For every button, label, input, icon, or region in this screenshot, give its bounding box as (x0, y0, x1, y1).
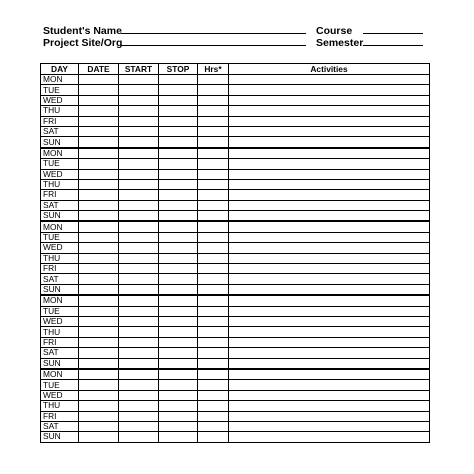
activities-cell[interactable] (229, 211, 430, 222)
date-cell[interactable] (79, 190, 119, 200)
stop-cell[interactable] (159, 337, 198, 347)
table-row (41, 348, 430, 358)
table-row (41, 253, 430, 263)
day-cell: FRI (41, 337, 79, 347)
table-row (41, 106, 430, 116)
date-cell[interactable] (79, 264, 119, 274)
column-header-start: START (119, 64, 159, 75)
table-row (41, 126, 430, 136)
day-cell: FRI (41, 411, 79, 421)
table-row (41, 116, 430, 126)
table-row (41, 274, 430, 284)
day-cell: SUN (41, 211, 79, 222)
day-cell: MON (41, 221, 79, 232)
start-cell[interactable] (119, 95, 159, 105)
stop-cell[interactable] (159, 126, 198, 136)
hours-cell[interactable] (198, 432, 229, 442)
table-row (41, 358, 430, 369)
table-row (41, 316, 430, 326)
table-row (41, 190, 430, 200)
table-row (41, 179, 430, 189)
activities-cell[interactable] (229, 380, 430, 390)
activities-cell[interactable] (229, 116, 430, 126)
date-cell[interactable] (79, 421, 119, 431)
stop-cell[interactable] (159, 358, 198, 369)
hours-cell[interactable] (198, 106, 229, 116)
start-cell[interactable] (119, 337, 159, 347)
semester-label: Semester (316, 37, 364, 49)
day-cell: WED (41, 95, 79, 105)
column-header-stop: STOP (159, 64, 198, 75)
start-cell[interactable] (119, 190, 159, 200)
hours-cell[interactable] (198, 295, 229, 306)
stop-cell[interactable] (159, 95, 198, 105)
date-cell[interactable] (79, 337, 119, 347)
day-cell: THU (41, 106, 79, 116)
start-cell[interactable] (119, 274, 159, 284)
activities-cell[interactable] (229, 106, 430, 116)
hours-cell[interactable] (198, 221, 229, 232)
start-cell[interactable] (119, 421, 159, 431)
stop-cell[interactable] (159, 75, 198, 85)
activities-cell[interactable] (229, 284, 430, 295)
date-cell[interactable] (79, 295, 119, 306)
hours-cell[interactable] (198, 421, 229, 431)
table-row (41, 421, 430, 431)
table-row (41, 159, 430, 169)
hours-cell[interactable] (198, 401, 229, 411)
date-cell[interactable] (79, 148, 119, 159)
stop-cell[interactable] (159, 253, 198, 263)
start-cell[interactable] (119, 179, 159, 189)
date-cell[interactable] (79, 253, 119, 263)
activities-cell[interactable] (229, 200, 430, 210)
stop-cell[interactable] (159, 190, 198, 200)
day-cell: FRI (41, 190, 79, 200)
activities-cell[interactable] (229, 295, 430, 306)
day-cell: SAT (41, 126, 79, 136)
day-cell: SAT (41, 274, 79, 284)
day-cell: THU (41, 179, 79, 189)
hours-cell[interactable] (198, 116, 229, 126)
course-label: Course (316, 25, 353, 37)
stop-cell[interactable] (159, 232, 198, 242)
activities-cell[interactable] (229, 306, 430, 316)
day-cell: FRI (41, 116, 79, 126)
table-body (41, 75, 430, 443)
table-row (41, 169, 430, 179)
stop-cell[interactable] (159, 106, 198, 116)
start-cell[interactable] (119, 432, 159, 442)
start-cell[interactable] (119, 284, 159, 295)
date-cell[interactable] (79, 211, 119, 222)
start-cell[interactable] (119, 169, 159, 179)
date-cell[interactable] (79, 380, 119, 390)
table-row (41, 380, 430, 390)
day-cell: THU (41, 327, 79, 337)
date-cell[interactable] (79, 243, 119, 253)
table-row (41, 327, 430, 337)
date-cell[interactable] (79, 95, 119, 105)
day-cell: WED (41, 316, 79, 326)
stop-cell[interactable] (159, 411, 198, 421)
table-row (41, 95, 430, 105)
date-cell[interactable] (79, 411, 119, 421)
day-cell: MON (41, 148, 79, 159)
table-row (41, 264, 430, 274)
table-row (41, 432, 430, 442)
start-cell[interactable] (119, 106, 159, 116)
student-name-label: Student's Name (43, 25, 122, 37)
start-cell[interactable] (119, 159, 159, 169)
activities-cell[interactable] (229, 190, 430, 200)
table-row (41, 137, 430, 148)
date-cell[interactable] (79, 306, 119, 316)
table-row (41, 221, 430, 232)
hours-cell[interactable] (198, 126, 229, 136)
hours-cell[interactable] (198, 148, 229, 159)
day-cell: TUE (41, 232, 79, 242)
date-cell[interactable] (79, 316, 119, 326)
hours-cell[interactable] (198, 75, 229, 85)
stop-cell[interactable] (159, 137, 198, 148)
start-cell[interactable] (119, 232, 159, 242)
activities-cell[interactable] (229, 401, 430, 411)
stop-cell[interactable] (159, 432, 198, 442)
stop-cell[interactable] (159, 179, 198, 189)
stop-cell[interactable] (159, 348, 198, 358)
hours-cell[interactable] (198, 348, 229, 358)
day-cell: WED (41, 243, 79, 253)
date-cell[interactable] (79, 358, 119, 369)
date-cell[interactable] (79, 116, 119, 126)
date-cell[interactable] (79, 221, 119, 232)
course-field[interactable] (363, 33, 423, 34)
table-row (41, 295, 430, 306)
hours-cell[interactable] (198, 380, 229, 390)
start-cell[interactable] (119, 327, 159, 337)
stop-cell[interactable] (159, 380, 198, 390)
start-cell[interactable] (119, 75, 159, 85)
stop-cell[interactable] (159, 316, 198, 326)
hours-cell[interactable] (198, 327, 229, 337)
hours-cell[interactable] (198, 316, 229, 326)
start-cell[interactable] (119, 221, 159, 232)
table-row (41, 390, 430, 400)
activities-cell[interactable] (229, 179, 430, 189)
hours-cell[interactable] (198, 137, 229, 148)
day-cell: SUN (41, 358, 79, 369)
stop-cell[interactable] (159, 306, 198, 316)
date-cell[interactable] (79, 401, 119, 411)
activities-cell[interactable] (229, 390, 430, 400)
day-cell: TUE (41, 85, 79, 95)
stop-cell[interactable] (159, 159, 198, 169)
start-cell[interactable] (119, 243, 159, 253)
table-row (41, 411, 430, 421)
hours-cell[interactable] (198, 253, 229, 263)
date-cell[interactable] (79, 390, 119, 400)
start-cell[interactable] (119, 126, 159, 136)
start-cell[interactable] (119, 316, 159, 326)
stop-cell[interactable] (159, 148, 198, 159)
activities-cell[interactable] (229, 253, 430, 263)
hours-cell[interactable] (198, 190, 229, 200)
table-row (41, 306, 430, 316)
stop-cell[interactable] (159, 243, 198, 253)
start-cell[interactable] (119, 369, 159, 380)
hours-cell[interactable] (198, 159, 229, 169)
day-cell: SUN (41, 284, 79, 295)
activities-cell[interactable] (229, 432, 430, 442)
hours-cell[interactable] (198, 358, 229, 369)
activities-cell[interactable] (229, 85, 430, 95)
table-row (41, 337, 430, 347)
hours-cell[interactable] (198, 411, 229, 421)
activities-cell[interactable] (229, 169, 430, 179)
hours-cell[interactable] (198, 95, 229, 105)
hours-cell[interactable] (198, 85, 229, 95)
hours-cell[interactable] (198, 232, 229, 242)
day-cell: SAT (41, 348, 79, 358)
activities-cell[interactable] (229, 348, 430, 358)
date-cell[interactable] (79, 179, 119, 189)
date-cell[interactable] (79, 137, 119, 148)
day-cell: SUN (41, 432, 79, 442)
table-row (41, 200, 430, 210)
day-cell: WED (41, 169, 79, 179)
column-header-date: DATE (79, 64, 119, 75)
day-cell: THU (41, 253, 79, 263)
stop-cell[interactable] (159, 85, 198, 95)
activities-cell[interactable] (229, 75, 430, 85)
start-cell[interactable] (119, 306, 159, 316)
hours-cell[interactable] (198, 179, 229, 189)
start-cell[interactable] (119, 390, 159, 400)
stop-cell[interactable] (159, 221, 198, 232)
table-row (41, 148, 430, 159)
activities-cell[interactable] (229, 274, 430, 284)
hours-cell[interactable] (198, 284, 229, 295)
start-cell[interactable] (119, 85, 159, 95)
day-cell: MON (41, 369, 79, 380)
hours-cell[interactable] (198, 306, 229, 316)
date-cell[interactable] (79, 159, 119, 169)
hours-cell[interactable] (198, 169, 229, 179)
start-cell[interactable] (119, 348, 159, 358)
semester-field[interactable] (363, 45, 423, 46)
day-cell: TUE (41, 159, 79, 169)
day-cell: WED (41, 390, 79, 400)
table-header-row (41, 64, 430, 75)
activities-cell[interactable] (229, 369, 430, 380)
hours-cell[interactable] (198, 369, 229, 380)
table-row (41, 243, 430, 253)
stop-cell[interactable] (159, 369, 198, 380)
day-cell: THU (41, 401, 79, 411)
activities-cell[interactable] (229, 126, 430, 136)
activities-cell[interactable] (229, 264, 430, 274)
hours-cell[interactable] (198, 211, 229, 222)
day-cell: SAT (41, 200, 79, 210)
activities-cell[interactable] (229, 316, 430, 326)
start-cell[interactable] (119, 264, 159, 274)
day-cell: TUE (41, 380, 79, 390)
date-cell[interactable] (79, 126, 119, 136)
hours-cell[interactable] (198, 390, 229, 400)
hours-cell[interactable] (198, 274, 229, 284)
project-site-label: Project Site/Org (43, 37, 123, 49)
start-cell[interactable] (119, 295, 159, 306)
table-row (41, 85, 430, 95)
day-cell: SAT (41, 421, 79, 431)
stop-cell[interactable] (159, 390, 198, 400)
stop-cell[interactable] (159, 284, 198, 295)
activities-cell[interactable] (229, 137, 430, 148)
date-cell[interactable] (79, 284, 119, 295)
stop-cell[interactable] (159, 401, 198, 411)
date-cell[interactable] (79, 369, 119, 380)
stop-cell[interactable] (159, 274, 198, 284)
table-row (41, 211, 430, 222)
activities-cell[interactable] (229, 232, 430, 242)
date-cell[interactable] (79, 432, 119, 442)
activities-cell[interactable] (229, 95, 430, 105)
date-cell[interactable] (79, 348, 119, 358)
day-cell: MON (41, 295, 79, 306)
volunteer-log-table (40, 63, 430, 443)
start-cell[interactable] (119, 137, 159, 148)
hours-cell[interactable] (198, 243, 229, 253)
column-header-hours: Hrs* (198, 64, 229, 75)
table-row (41, 75, 430, 85)
project-site-field[interactable] (121, 45, 306, 46)
day-cell: FRI (41, 264, 79, 274)
column-header-activities: Activities (229, 64, 430, 75)
activities-cell[interactable] (229, 148, 430, 159)
activities-cell[interactable] (229, 221, 430, 232)
date-cell[interactable] (79, 274, 119, 284)
start-cell[interactable] (119, 148, 159, 159)
date-cell[interactable] (79, 85, 119, 95)
student-name-field[interactable] (121, 33, 306, 34)
stop-cell[interactable] (159, 327, 198, 337)
activities-cell[interactable] (229, 411, 430, 421)
activities-cell[interactable] (229, 327, 430, 337)
activities-cell[interactable] (229, 159, 430, 169)
stop-cell[interactable] (159, 116, 198, 126)
table-row (41, 232, 430, 242)
date-cell[interactable] (79, 106, 119, 116)
date-cell[interactable] (79, 75, 119, 85)
column-header-day: DAY (41, 64, 79, 75)
date-cell[interactable] (79, 200, 119, 210)
day-cell: SUN (41, 137, 79, 148)
start-cell[interactable] (119, 411, 159, 421)
stop-cell[interactable] (159, 200, 198, 210)
stop-cell[interactable] (159, 264, 198, 274)
date-cell[interactable] (79, 232, 119, 242)
date-cell[interactable] (79, 327, 119, 337)
activities-cell[interactable] (229, 421, 430, 431)
stop-cell[interactable] (159, 211, 198, 222)
hours-cell[interactable] (198, 337, 229, 347)
day-cell: TUE (41, 306, 79, 316)
stop-cell[interactable] (159, 421, 198, 431)
activities-cell[interactable] (229, 243, 430, 253)
start-cell[interactable] (119, 401, 159, 411)
table-row (41, 369, 430, 380)
start-cell[interactable] (119, 380, 159, 390)
date-cell[interactable] (79, 169, 119, 179)
table-row (41, 401, 430, 411)
activities-cell[interactable] (229, 358, 430, 369)
start-cell[interactable] (119, 211, 159, 222)
start-cell[interactable] (119, 253, 159, 263)
stop-cell[interactable] (159, 169, 198, 179)
day-cell: MON (41, 75, 79, 85)
table-row (41, 284, 430, 295)
stop-cell[interactable] (159, 295, 198, 306)
activities-cell[interactable] (229, 337, 430, 347)
hours-cell[interactable] (198, 200, 229, 210)
start-cell[interactable] (119, 116, 159, 126)
hours-cell[interactable] (198, 264, 229, 274)
start-cell[interactable] (119, 358, 159, 369)
start-cell[interactable] (119, 200, 159, 210)
